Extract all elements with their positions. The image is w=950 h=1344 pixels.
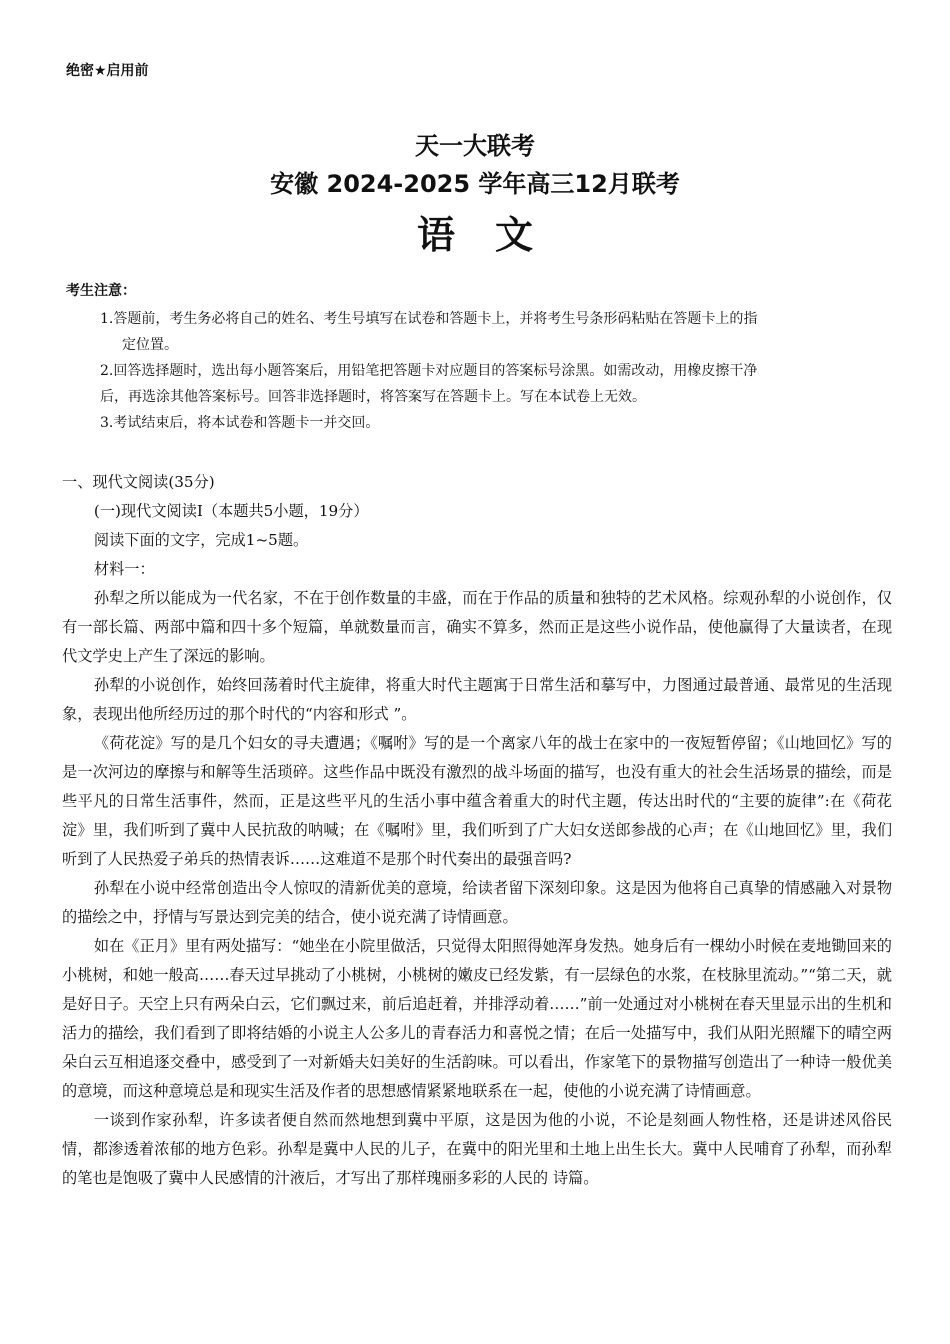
- notice-item: 定位置。: [122, 337, 178, 353]
- notice-item: 后，再选涂其他答案标号。回答非选择题时，将答案写在答题卡上。写在本试卷上无效。: [100, 389, 646, 405]
- section-subtitle: (一)现代文阅读Ⅰ（本题共5小题，19分）: [93, 502, 369, 520]
- material-label: 材料一：: [93, 560, 155, 578]
- exam-org-title: 天一大联考: [415, 132, 535, 160]
- section-instruction: 阅读下面的文字，完成1~5题。: [93, 531, 309, 549]
- notice-heading: 考生注意：: [66, 283, 136, 299]
- notice-list: [100, 306, 880, 436]
- body-paragraph: 一谈到作家孙犁，许多读者便自然而然地想到冀中平原，这是因为他的小说，不论是刻画人物性格，还是讲述风俗民情，都渗透着浓郁的地方色彩。孙犁是冀中人民的儿子，在冀中的阳光里和土地上出生长大。冀中人民哺育了孙犁，而孙犁的笔也是饱吸了冀中人民感情的汁液后，才写出了那样瑰丽多彩的人民的 诗篇。: [62, 1111, 892, 1187]
- notice-item: 1.答题前，考生务必将自己的姓名、考生号填写在试卷和答题卡上，并将考生号条形码粘贴在答题卡上的指: [100, 311, 758, 327]
- body-paragraph: 如在《正月》里有两处描写：“她坐在小院里做活，只觉得太阳照得她浑身发热。她身后有一棵幼小时候在麦地锄回来的小桃树，和她一般高……春天过早挑动了小桃树，小桃树的嫩皮已经发紫，有一层绿色的水浆，在枝脉里流动。”“第二天，就是好日子。天空上只有两朵白云，它们飘过来，前后追赶着，并排浮动着……”前一处通过对小桃树在春天里显示出的生机和活力的描绘，我们看到了即将结婚的小说主人公多儿的青春活力和喜悦之情；在后一处描写中，我们从阳光照耀下的晴空两朵白云互相追逐交叠中，感受到了一对新婚夫妇美好的生活韵味。可以看出，作家笔下的景物描写创造出了一种诗一般优美的意境，而这种意境总是和现实生活及作者的思想感情紧紧地联系在一起，使他的小说充满了诗情画意。: [62, 937, 892, 1100]
- body-paragraph: 孙犁在小说中经常创造出令人惊叹的清新优美的意境，给读者留下深刻印象。这是因为他将自己真挚的情感融入对景物的描绘之中，抒情与写景达到完美的结合，使小说充满了诗情画意。: [62, 879, 892, 926]
- confidential-mark: 绝密★启用前: [66, 63, 149, 79]
- body-paragraph: 孙犁的小说创作，始终回荡着时代主旋律，将重大时代主题寓于日常生活和摹写中，力图通过最普通、最常见的生活现象，表现出他所经历过的那个时代的“内容和形式 ”。: [62, 676, 892, 723]
- notice-item: 3.考试结束后，将本试卷和答题卡一并交回。: [100, 415, 380, 431]
- title-block: [0, 128, 950, 266]
- section-title: 一、现代文阅读(35分): [62, 473, 215, 491]
- exam-name-title: 安徽 2024-2025 学年高三12月联考: [270, 170, 680, 198]
- body-paragraph: 《荷花淀》写的是几个妇女的寻夫遭遇；《嘱咐》写的是一个离家八年的战士在家中的一夜短暂停留；《山地回忆》写的是一次河边的摩擦与和解等生活琐碎。这些作品中既没有激烈的战斗场面的描写，也没有重大的社会生活场景的描绘，而是些平凡的日常生活事件，然而，正是这些平凡的生活小事中蕴含着重大的时代主题，传达出时代的“主要的旋律”:在《荷花淀》里，我们听到了冀中人民抗敌的呐喊；在《嘱咐》里，我们听到了广大妇女送郎参战的心声；在《山地回忆》里，我们听到了人民热爱子弟兵的热情表诉……这难道不是那个时代奏出的最强音吗?: [62, 734, 892, 868]
- reading-section: [62, 468, 892, 1193]
- notice-item: 2.回答选择题时，选出每小题答案后，用铅笔把答题卡对应题目的答案标号涂黑。如需改动，用橡皮擦干净: [100, 363, 758, 379]
- subject-title: 语文: [416, 213, 573, 257]
- body-paragraph: 孙犁之所以能成为一代名家，不在于创作数量的丰盛，而在于作品的质量和独特的艺术风格。综观孙犁的小说创作，仅有一部长篇、两部中篇和四十多个短篇，单就数量而言，确实不算多，然而正是这些小说作品，使他赢得了大量读者，在现代文学史上产生了深远的影响。: [62, 589, 892, 665]
